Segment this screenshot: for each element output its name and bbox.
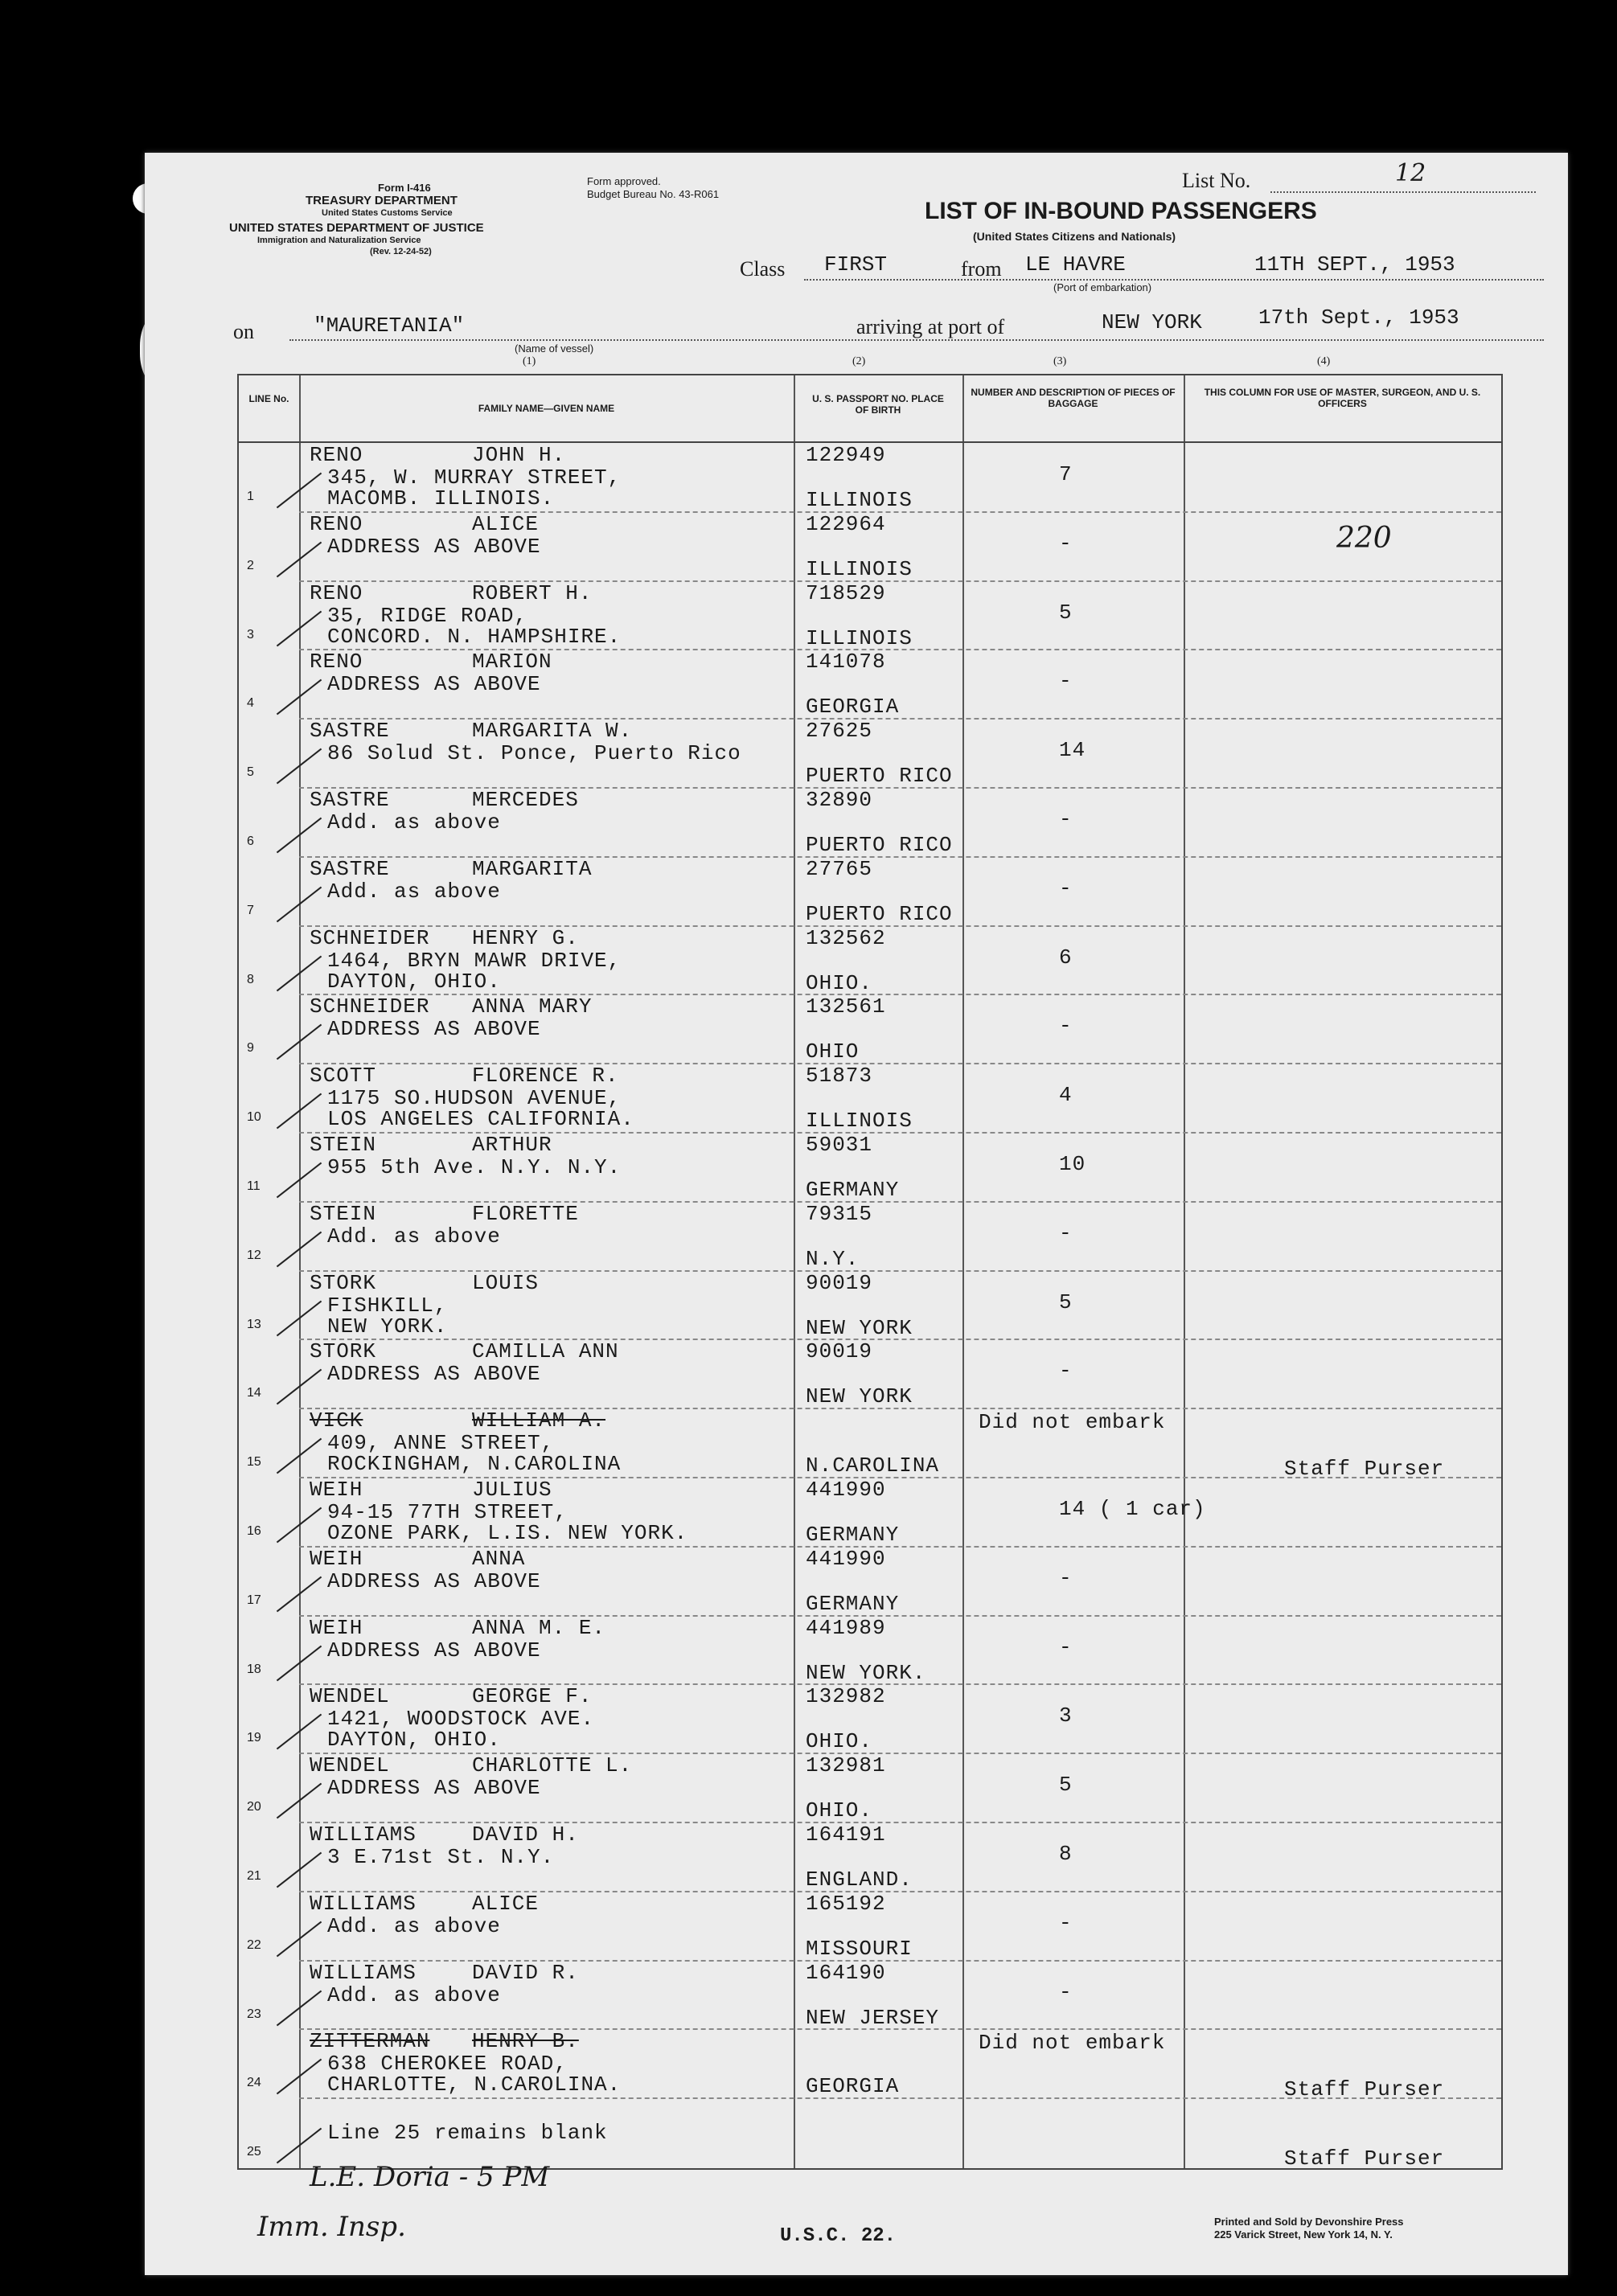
arriving-label: arriving at port of: [856, 315, 1005, 338]
address-line-2: CONCORD. N. HAMPSHIRE.: [327, 624, 622, 649]
family-name: SCHNEIDER: [310, 994, 430, 1019]
place-of-birth: N.CAROLINA: [806, 1453, 940, 1478]
baggage: -: [1059, 1359, 1073, 1384]
check-mark: [277, 1990, 322, 2026]
address-line-2: DAYTON, OHIO.: [327, 1728, 501, 1753]
place-of-birth: PUERTO RICO: [806, 901, 953, 926]
given-name: MERCEDES: [472, 788, 579, 812]
form-number: Form I-416: [378, 182, 431, 194]
baggage: -: [1059, 531, 1073, 556]
header-baggage: NUMBER AND DESCRIPTION OF PIECES OF BAGGAGE: [971, 387, 1176, 409]
baggage: 8: [1059, 1842, 1073, 1866]
given-name: GEORGE F.: [472, 1684, 593, 1709]
officer-annotation: 220: [1336, 522, 1392, 555]
address-line-1: 86 Solud St. Ponce, Puerto Rico: [327, 741, 741, 766]
place-of-birth: ILLINOIS: [806, 488, 913, 512]
address-line-2: LOS ANGELES CALIFORNIA.: [327, 1107, 634, 1132]
usc-number: U.S.C. 22.: [780, 2225, 897, 2247]
line-number: 8: [247, 972, 254, 986]
address-line-1: Add. as above: [327, 879, 501, 904]
given-name: CAMILLA ANN: [472, 1339, 619, 1364]
baggage: -: [1059, 1014, 1073, 1039]
list-no-label: List No.: [1182, 169, 1251, 192]
check-mark: [277, 1921, 322, 1957]
table-row: [239, 2029, 1501, 2102]
list-no-rule: [1270, 191, 1536, 193]
justice-dept: UNITED STATES DEPARTMENT OF JUSTICE: [229, 221, 484, 235]
passport-number: 141078: [806, 650, 886, 674]
address-line-1: 955 5th Ave. N.Y. N.Y.: [327, 1155, 622, 1179]
line-number: 19: [247, 1731, 261, 1745]
table-row: [239, 994, 1501, 1064]
family-name: SASTRE: [310, 719, 390, 744]
address-line-2: OZONE PARK, L.IS. NEW YORK.: [327, 1521, 688, 1545]
given-name: ALICE: [472, 511, 540, 536]
given-name: MARGARITA W.: [472, 719, 633, 744]
given-name: FLORETTE: [472, 1201, 579, 1226]
address-line-1: 35, RIDGE ROAD,: [327, 603, 528, 628]
table-row: [239, 719, 1501, 788]
passport-number: 90019: [806, 1270, 873, 1295]
place-of-birth: OHIO.: [806, 1798, 873, 1823]
address-line-1: Add. as above: [327, 1982, 501, 2007]
given-name: ARTHUR: [472, 1133, 552, 1157]
line-number: 22: [247, 1937, 261, 1952]
vessel-name: "MAURETANIA": [314, 314, 465, 338]
arrival-date: 17th Sept., 1953: [1258, 305, 1459, 330]
passport-number: 165192: [806, 1891, 886, 1916]
passport-number: 132562: [806, 925, 886, 950]
arrival-port: NEW YORK: [1102, 310, 1202, 334]
given-name: WILLIAM A.: [472, 1408, 606, 1433]
line-number: 9: [247, 1041, 254, 1056]
address-line-1: FISHKILL,: [327, 1293, 448, 1318]
baggage: 10: [1059, 1152, 1086, 1176]
family-name: WEIH: [310, 1615, 363, 1640]
address-line-1: ADDRESS AS ABOVE: [327, 1638, 541, 1663]
family-name: WILLIAMS: [310, 1822, 417, 1847]
given-name: HENRY B.: [472, 2029, 579, 2054]
place-of-birth: N.Y.: [806, 1246, 860, 1271]
place-of-birth: OHIO.: [806, 970, 873, 995]
place-of-birth: MISSOURI: [806, 1936, 913, 1961]
table-row: [239, 1547, 1501, 1616]
place-of-birth: NEW JERSEY: [806, 2005, 940, 2030]
given-name: DAVID H.: [472, 1822, 579, 1847]
given-name: ALICE: [472, 1891, 540, 1916]
table-row: [239, 1339, 1501, 1408]
line-number: 10: [247, 1110, 261, 1125]
family-name: SCOTT: [310, 1064, 377, 1089]
passport-number: 90019: [806, 1339, 873, 1364]
address-line-1: Add. as above: [327, 1224, 501, 1248]
passport-number: 441990: [806, 1478, 886, 1502]
header-officers: THIS COLUMN FOR USE OF MASTER, SURGEON, AND U. S. OFFICERS: [1204, 387, 1481, 409]
class-value: FIRST: [824, 252, 888, 277]
address-line-1: ADDRESS AS ABOVE: [327, 1017, 541, 1042]
check-mark: [277, 1300, 322, 1336]
line-number: 11: [247, 1179, 261, 1193]
family-name: SASTRE: [310, 856, 390, 881]
address-line-2: DAYTON, OHIO.: [327, 969, 501, 994]
family-name: WENDEL: [310, 1753, 390, 1778]
table-row: [239, 1892, 1501, 1961]
baggage: 3: [1059, 1704, 1073, 1728]
line-number: 17: [247, 1593, 261, 1607]
address-line-1: ADDRESS AS ABOVE: [327, 534, 541, 559]
place-of-birth: ILLINOIS: [806, 1109, 913, 1134]
baggage: 6: [1059, 945, 1073, 970]
passenger-table: [237, 374, 1503, 2170]
given-name: JOHN H.: [472, 443, 566, 467]
place-of-birth: GERMANY: [806, 1591, 900, 1616]
address-line-1: 1175 SO.HUDSON AVENUE,: [327, 1086, 622, 1111]
family-name: RENO: [310, 511, 363, 536]
check-mark: [277, 955, 322, 991]
check-mark: [277, 1714, 322, 1750]
check-mark: [277, 1231, 322, 1267]
place-of-birth: ILLINOIS: [806, 625, 913, 650]
address-line-2: CHARLOTTE, N.CAROLINA.: [327, 2073, 622, 2097]
address-line-1: ADDRESS AS ABOVE: [327, 1568, 541, 1593]
family-name: ZITTERMAN: [310, 2029, 430, 2054]
family-name: RENO: [310, 443, 363, 467]
address-line-2: ROCKINGHAM, N.CAROLINA: [327, 1452, 622, 1477]
form-approved: Form approved.: [587, 175, 661, 187]
revision: (Rev. 12-24-52): [370, 247, 432, 256]
address-line-1: ADDRESS AS ABOVE: [327, 1362, 541, 1387]
officer-note: Staff Purser: [1284, 2077, 1445, 2102]
line-number: 3: [247, 627, 254, 642]
line-number: 21: [247, 1869, 261, 1883]
baggage: -: [1059, 1565, 1073, 1590]
baggage: -: [1059, 1634, 1073, 1659]
address-line-1: 345, W. MURRAY STREET,: [327, 465, 622, 490]
place-of-birth: GEORGIA: [806, 695, 900, 720]
family-name: VICK: [310, 1408, 363, 1433]
address-line-1: 1464, BRYN MAWR DRIVE,: [327, 948, 622, 973]
line-number: 18: [247, 1662, 261, 1676]
address-line-1: Add. as above: [327, 810, 501, 834]
passport-number: 441990: [806, 1546, 886, 1571]
passport-number: 132561: [806, 994, 886, 1019]
family-name: WILLIAMS: [310, 1891, 417, 1916]
table-row: [239, 1753, 1501, 1822]
given-name: ANNA M. E.: [472, 1615, 606, 1640]
table-row: [239, 926, 1501, 995]
passport-number: 441989: [806, 1615, 886, 1640]
address-line-1: ADDRESS AS ABOVE: [327, 1776, 541, 1801]
passport-number: 27625: [806, 719, 873, 744]
line-number: 15: [247, 1455, 261, 1470]
family-name: RENO: [310, 650, 363, 674]
given-name: ANNA: [472, 1546, 526, 1571]
from-label: from: [961, 257, 1002, 281]
ins-service: Immigration and Naturalization Service: [257, 236, 421, 245]
check-mark: [277, 1507, 322, 1544]
check-mark: [277, 1645, 322, 1681]
baggage: -: [1059, 807, 1073, 831]
col-num-3: (3): [1053, 355, 1067, 367]
place-of-birth: PUERTO RICO: [806, 833, 953, 857]
check-mark: [277, 1369, 322, 1405]
col-num-2: (2): [852, 355, 866, 367]
form-subtitle: (United States Citizens and Nationals): [973, 230, 1176, 243]
line-number: 6: [247, 834, 254, 848]
family-name: SASTRE: [310, 788, 390, 812]
on-label: on: [233, 320, 254, 343]
printer-line-1: Printed and Sold by Devonshire Press: [1214, 2216, 1404, 2228]
passport-number: 27765: [806, 856, 873, 881]
col-num-4: (4): [1317, 355, 1331, 367]
family-name: STORK: [310, 1270, 377, 1295]
address-line-1: ADDRESS AS ABOVE: [327, 672, 541, 697]
table-row: [239, 857, 1501, 926]
address-line-1: 638 CHEROKEE ROAD,: [327, 2052, 568, 2077]
line-number: 24: [247, 2076, 261, 2090]
family-name: WILLIAMS: [310, 1960, 417, 1985]
family-name: STORK: [310, 1339, 377, 1364]
place-of-birth: NEW YORK.: [806, 1660, 926, 1685]
table-row: [239, 512, 1501, 581]
place-of-birth: OHIO.: [806, 1729, 873, 1754]
baggage: -: [1059, 1979, 1073, 2004]
passport-number: 122949: [806, 443, 886, 467]
line-number: 23: [247, 2007, 261, 2021]
passport-number: 132982: [806, 1684, 886, 1709]
baggage: Did not embark: [979, 2031, 1166, 2056]
check-mark: [277, 473, 322, 509]
address-line-1: 1421, WOODSTOCK AVE.: [327, 1707, 595, 1732]
check-mark: [277, 2128, 322, 2164]
baggage: 14: [1059, 738, 1086, 763]
passport-number: 164191: [806, 1822, 886, 1847]
passport-number: 51873: [806, 1064, 873, 1089]
check-mark: [277, 1783, 322, 1819]
check-mark: [277, 541, 322, 577]
given-name: FLORENCE R.: [472, 1064, 619, 1089]
check-mark: [277, 1852, 322, 1888]
baggage: 4: [1059, 1083, 1073, 1108]
baggage: -: [1059, 669, 1073, 694]
form-title: LIST OF IN-BOUND PASSENGERS: [925, 198, 1317, 224]
table-row: [239, 1133, 1501, 1202]
port-caption: (Port of embarkation): [1053, 281, 1152, 293]
header-passport: U. S. PASSPORT NO. PLACE OF BIRTH: [812, 393, 944, 416]
passport-number: 122964: [806, 511, 886, 536]
passport-number: 79315: [806, 1201, 873, 1226]
line-number: 1: [247, 490, 254, 503]
line-number: 12: [247, 1248, 261, 1262]
passport-number: 132981: [806, 1753, 886, 1778]
baggage: 5: [1059, 600, 1073, 625]
address-line-2: NEW YORK.: [327, 1314, 448, 1339]
budget-bureau: Budget Bureau No. 43-R061: [587, 188, 720, 200]
line-number: 2: [247, 558, 254, 572]
check-mark: [277, 886, 322, 922]
line-number: 7: [247, 903, 254, 917]
family-name: SCHNEIDER: [310, 925, 430, 950]
place-of-birth: NEW YORK: [806, 1384, 913, 1409]
given-name: LOUIS: [472, 1270, 540, 1295]
table-row: [239, 1616, 1501, 1685]
vessel-caption: (Name of vessel): [515, 342, 594, 355]
baggage: -: [1059, 1220, 1073, 1245]
table-row: [239, 581, 1501, 650]
check-mark: [277, 1093, 322, 1130]
place-of-birth: ILLINOIS: [806, 556, 913, 581]
table-row: [239, 1822, 1501, 1892]
given-name: JULIUS: [472, 1478, 552, 1502]
line-number: 14: [247, 1386, 261, 1400]
place-of-birth: PUERTO RICO: [806, 764, 953, 789]
given-name: MARGARITA: [472, 856, 593, 881]
officer-note: Staff Purser: [1284, 1457, 1445, 1482]
address-line-1: 409, ANNE STREET,: [327, 1431, 555, 1456]
printer-line-2: 225 Varick Street, New York 14, N. Y.: [1214, 2228, 1393, 2241]
baggage: 5: [1059, 1773, 1073, 1798]
class-rule: [804, 279, 1544, 281]
check-mark: [277, 1438, 322, 1474]
check-mark: [277, 2059, 322, 2095]
vessel-rule: [289, 339, 1544, 341]
list-no-value: 12: [1395, 159, 1426, 187]
table-row: [239, 2098, 1501, 2171]
given-name: ROBERT H.: [472, 580, 593, 605]
passport-number: 32890: [806, 788, 873, 812]
place-of-birth: OHIO: [806, 1039, 860, 1064]
family-name: STEIN: [310, 1201, 377, 1226]
address-line-1: Line 25 remains blank: [327, 2121, 608, 2146]
given-name: HENRY G.: [472, 925, 579, 950]
header-line-no: LINE No.: [248, 393, 289, 404]
line-number: 16: [247, 1524, 261, 1538]
baggage: 5: [1059, 1289, 1073, 1314]
line-number: 13: [247, 1317, 261, 1331]
class-label: Class: [740, 257, 786, 281]
table-row: [239, 1271, 1501, 1340]
place-of-birth: ENGLAND.: [806, 1868, 913, 1892]
address-line-2: MACOMB. ILLINOIS.: [327, 486, 555, 510]
check-mark: [277, 679, 322, 715]
check-mark: [277, 748, 322, 785]
place-of-birth: GEORGIA: [806, 2074, 900, 2099]
inspector-title: Imm. Insp.: [257, 2211, 406, 2243]
passport-number: 718529: [806, 580, 886, 605]
table-row: [239, 788, 1501, 857]
baggage: -: [1059, 1910, 1073, 1935]
officer-note: Staff Purser: [1284, 2146, 1445, 2171]
table-row: [239, 1961, 1501, 2030]
baggage: -: [1059, 875, 1073, 900]
place-of-birth: GERMANY: [806, 1523, 900, 1547]
check-mark: [277, 1162, 322, 1199]
family-name: WEIH: [310, 1546, 363, 1571]
given-name: CHARLOTTE L.: [472, 1753, 633, 1778]
place-of-birth: GERMANY: [806, 1178, 900, 1202]
passport-number: 164190: [806, 1960, 886, 1985]
table-row: [239, 1202, 1501, 1271]
place-of-birth: NEW YORK: [806, 1315, 913, 1340]
line-number: 25: [247, 2145, 261, 2159]
line-number: 20: [247, 1800, 261, 1814]
embark-port: LE HAVRE: [1025, 252, 1126, 277]
address-line-1: 94-15 77TH STREET,: [327, 1500, 568, 1524]
customs-service: United States Customs Service: [322, 208, 453, 218]
baggage: Did not embark: [979, 1410, 1166, 1435]
table-row: [239, 1064, 1501, 1133]
family-name: STEIN: [310, 1133, 377, 1157]
given-name: MARION: [472, 650, 552, 674]
family-name: WEIH: [310, 1478, 363, 1502]
address-line-1: 3 E.71st St. N.Y.: [327, 1845, 555, 1869]
table-row: [239, 1478, 1501, 1547]
check-mark: [277, 610, 322, 646]
departure-date: 11TH SEPT., 1953: [1254, 252, 1455, 277]
header-name: FAMILY NAME—GIVEN NAME: [478, 403, 615, 414]
passport-number: 59031: [806, 1133, 873, 1157]
baggage: 7: [1059, 462, 1073, 486]
table-row: [239, 443, 1501, 512]
family-name: RENO: [310, 580, 363, 605]
manifest-page: [145, 153, 1568, 2275]
check-mark: [277, 818, 322, 854]
check-mark: [277, 1024, 322, 1060]
table-row: [239, 1408, 1501, 1482]
inspector-signature: L.E. Doria - 5 PM: [310, 2161, 550, 2193]
family-name: WENDEL: [310, 1684, 390, 1709]
treasury-dept: TREASURY DEPARTMENT: [306, 194, 458, 207]
baggage: 14 ( 1 car): [1059, 1497, 1206, 1521]
given-name: DAVID R.: [472, 1960, 579, 1985]
col-num-1: (1): [523, 355, 536, 367]
check-mark: [277, 1576, 322, 1612]
given-name: ANNA MARY: [472, 994, 593, 1019]
line-number: 4: [247, 696, 254, 711]
line-number: 5: [247, 765, 254, 780]
table-row: [239, 1684, 1501, 1753]
address-line-1: Add. as above: [327, 1913, 501, 1938]
table-row: [239, 650, 1501, 719]
